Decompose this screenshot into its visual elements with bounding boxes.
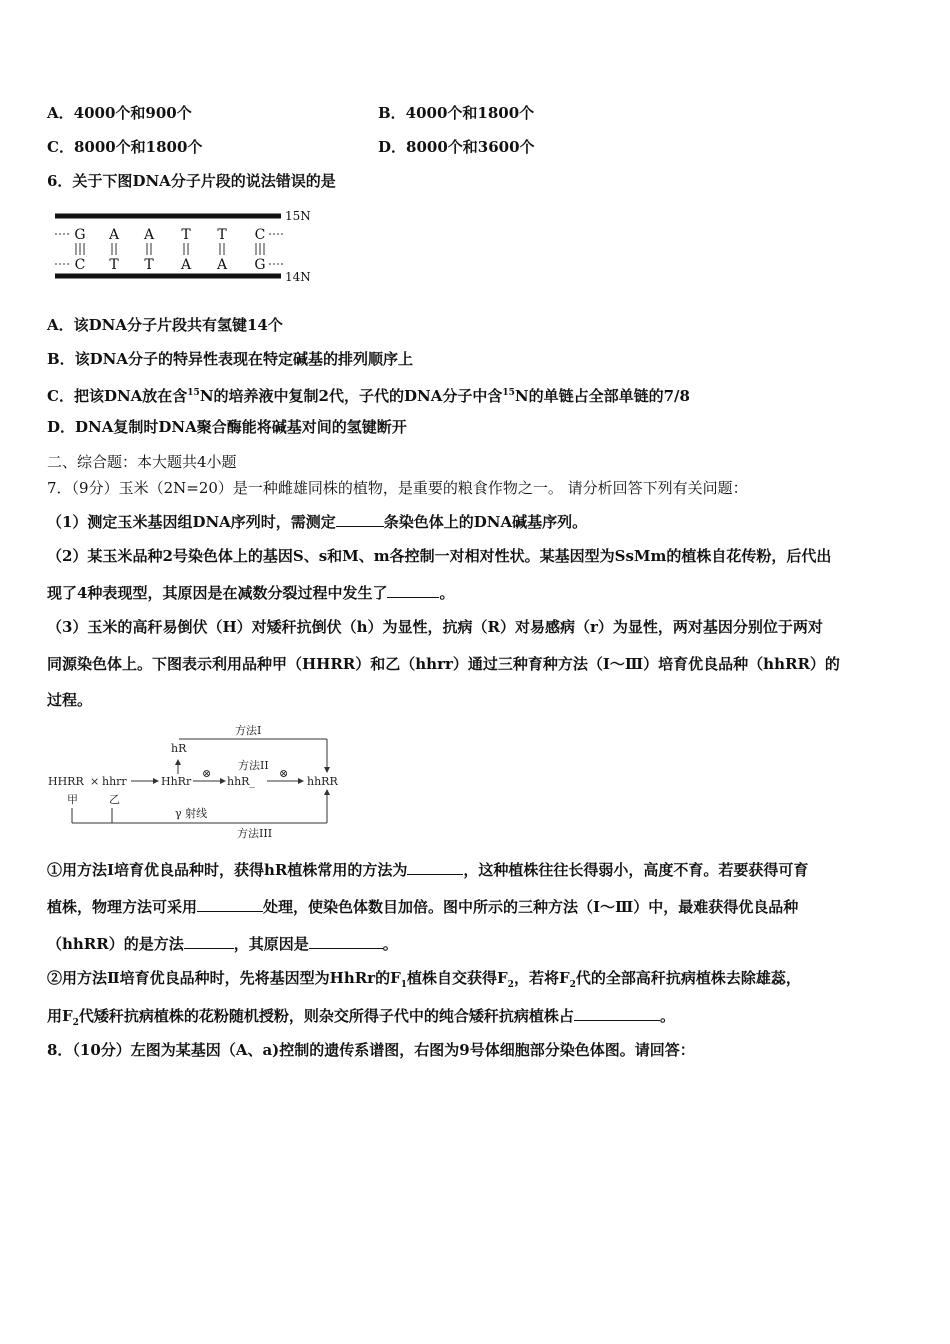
q6-c-part2: N的培养液中复制2代，子代的DNA分子中含 bbox=[199, 387, 503, 405]
q7-sub1-line1 bbox=[47, 858, 808, 881]
dna-base-top: A bbox=[143, 227, 155, 243]
hhrr-parent-yi: hhrr bbox=[102, 775, 127, 788]
dna-base-top: G bbox=[74, 227, 86, 243]
q7-s1-l3-mid: ，其原因是 bbox=[233, 935, 309, 953]
q7-sub1-line3 bbox=[47, 932, 398, 955]
dna-base-bottom: C bbox=[74, 257, 86, 273]
answer-blank[interactable] bbox=[407, 858, 463, 875]
q7-part3-line1: （3）玉米的高秆易倒伏（H）对矮秆抗倒伏（h）为显性，抗病（R）对易感病（r）为显性，两对基因分别位于两对 bbox=[47, 618, 823, 636]
q7-s2-sub-f2c: 2 bbox=[72, 1018, 79, 1028]
answer-blank[interactable] bbox=[387, 581, 439, 598]
q5-option-b: B．4000个和1800个 bbox=[378, 104, 535, 122]
dna-base-bottom: A bbox=[216, 257, 228, 273]
target-hhrr: hhRR bbox=[307, 775, 338, 788]
q7-s2-l1-mid2: ，若将F bbox=[513, 969, 570, 987]
selfing-symbol-2: ⊗ bbox=[279, 767, 289, 780]
answer-blank[interactable] bbox=[574, 1004, 660, 1021]
q7-part2-line1: （2）某玉米品种2号染色体上的基因S、s和M、m各控制一对相对性状。某基因型为SsMm的植株自花传粉，后代出 bbox=[47, 547, 832, 565]
q6-c-part3: N的单链占全部单链的7/8 bbox=[514, 387, 690, 405]
q7-s2-l1-mid: 植株自交获得F bbox=[407, 969, 508, 987]
dna-base-bottom: A bbox=[180, 257, 192, 273]
dna-base-bottom: T bbox=[109, 257, 119, 273]
q7-s1-l2-pre: 植株，物理方法可采用 bbox=[47, 898, 198, 916]
q7-sub2-line1 bbox=[47, 967, 801, 996]
q7-s1-l1-pre: ①用方法Ⅰ培育优良品种时，获得hR植株常用的方法为 bbox=[47, 861, 408, 879]
q7-s1-l3-post: 。 bbox=[382, 935, 398, 953]
section-title: 二、综合题：本大题共4小题 bbox=[47, 453, 237, 471]
q7-s2-l1-pre: ②用方法Ⅱ培育优良品种时，先将基因型为HhRr的F bbox=[47, 969, 401, 987]
q5-option-c: C．8000个和1800个 bbox=[47, 138, 203, 156]
dna-base-top: T bbox=[217, 227, 227, 243]
q7-sub2-line2 bbox=[47, 1004, 675, 1034]
answer-blank[interactable] bbox=[197, 895, 263, 912]
q7-stem: 7．（9分）玉米（2N=20）是一种雌雄同株的植物，是重要的粮食作物之一。 请分析回答下列有关问题： bbox=[47, 479, 748, 497]
q7-part3-line2: 同源染色体上。下图表示利用品种甲（HHRR）和乙（hhrr）通过三种育种方法（Ⅰ～Ⅲ）培育优良品种（hhRR）的 bbox=[47, 655, 840, 673]
label-yi: 乙 bbox=[109, 793, 120, 806]
gamma-ray-label: γ 射线 bbox=[175, 807, 208, 820]
q8-stem: 8．（10分）左图为某基因（A、a)控制的遗传系谱图，右图为9号体细胞部分染色体图。请回答： bbox=[47, 1041, 695, 1059]
dna-fragment-figure bbox=[47, 203, 317, 285]
dna-base-bottom: T bbox=[144, 257, 154, 273]
method3-label: 方法III bbox=[237, 827, 273, 840]
answer-blank[interactable] bbox=[309, 932, 383, 949]
q7-s2-l2-post: 。 bbox=[659, 1007, 675, 1025]
answer-blank[interactable] bbox=[336, 510, 384, 527]
q7-s2-l2-mid: 代矮秆抗病植株的花粉随机授粉，则杂交所得子代中的纯合矮秆抗病植株占 bbox=[78, 1007, 574, 1025]
q7-part1 bbox=[47, 510, 587, 533]
q6-option-b: B．该DNA分子的特异性表现在特定碱基的排列顺序上 bbox=[47, 350, 414, 368]
q7-p1-pre: （1）测定玉米基因组DNA序列时，需测定 bbox=[47, 513, 336, 531]
q6-option-c bbox=[47, 382, 690, 407]
q6-option-d: D．DNA复制时DNA聚合酶能将碱基对间的氢键断开 bbox=[47, 418, 407, 436]
q6-option-a: A．该DNA分子片段共有氢键14个 bbox=[47, 316, 283, 334]
selfing-symbol-1: ⊗ bbox=[202, 767, 212, 780]
q7-s2-sub-f2a: 2 bbox=[507, 980, 514, 990]
q7-s2-sub-f2b: 2 bbox=[569, 980, 576, 990]
q6-stem: 6．关于下图DNA分子片段的说法错误的是 bbox=[47, 172, 336, 190]
answer-blank[interactable] bbox=[184, 932, 234, 949]
q6-c-part1: C．把该DNA放在含 bbox=[47, 387, 188, 405]
dna-base-bottom: G bbox=[254, 257, 266, 273]
f1-hhrr: HhRr bbox=[161, 775, 192, 788]
q7-s1-l3-pre: （hhRR）的是方法 bbox=[47, 935, 184, 953]
q6-c-sup2: 15 bbox=[502, 388, 515, 398]
hhrr-parent-jia: HHRR bbox=[48, 775, 84, 788]
q7-p1-post: 条染色体上的DNA碱基序列。 bbox=[383, 513, 588, 531]
q7-p2-post: 。 bbox=[439, 584, 455, 602]
q7-s2-l2-pre: 用F bbox=[47, 1007, 73, 1025]
breeding-methods-diagram bbox=[45, 718, 365, 844]
dna-base-top: A bbox=[108, 227, 120, 243]
q5-option-d: D．8000个和3600个 bbox=[378, 138, 535, 156]
method1-label: 方法I bbox=[235, 724, 262, 737]
q7-s1-l1-post: ，这种植株往往长得弱小，高度不育。若要获得可育 bbox=[463, 861, 809, 879]
q5-option-a: A．4000个和900个 bbox=[47, 104, 192, 122]
q7-p2-pre: 现了4种表现型，其原因是在减数分裂过程中发生了 bbox=[47, 584, 388, 602]
q7-s1-l2-post: 处理，使染色体数目加倍。图中所示的三种方法（Ⅰ～Ⅲ）中，最难获得优良品种 bbox=[263, 898, 799, 916]
dna-base-top: T bbox=[181, 227, 191, 243]
dna-top-label: 15N bbox=[285, 209, 311, 223]
method2-label: 方法II bbox=[238, 759, 269, 772]
times-symbol: × bbox=[90, 775, 100, 788]
q7-part2-line2 bbox=[47, 581, 454, 604]
hr-label: hR bbox=[171, 742, 187, 755]
q7-s2-sub-f1: 1 bbox=[400, 980, 408, 990]
f2-hhr: hhR_ bbox=[227, 775, 255, 788]
q7-s2-l1-post: 代的全部高秆抗病植株去除雄蕊， bbox=[575, 969, 801, 987]
q7-part3-line3: 过程。 bbox=[47, 691, 93, 709]
dna-base-top: C bbox=[254, 227, 266, 243]
q7-sub1-line2 bbox=[47, 895, 798, 918]
q6-c-sup1: 15 bbox=[187, 388, 200, 398]
label-jia: 甲 bbox=[67, 793, 78, 806]
dna-bottom-label: 14N bbox=[285, 270, 311, 284]
